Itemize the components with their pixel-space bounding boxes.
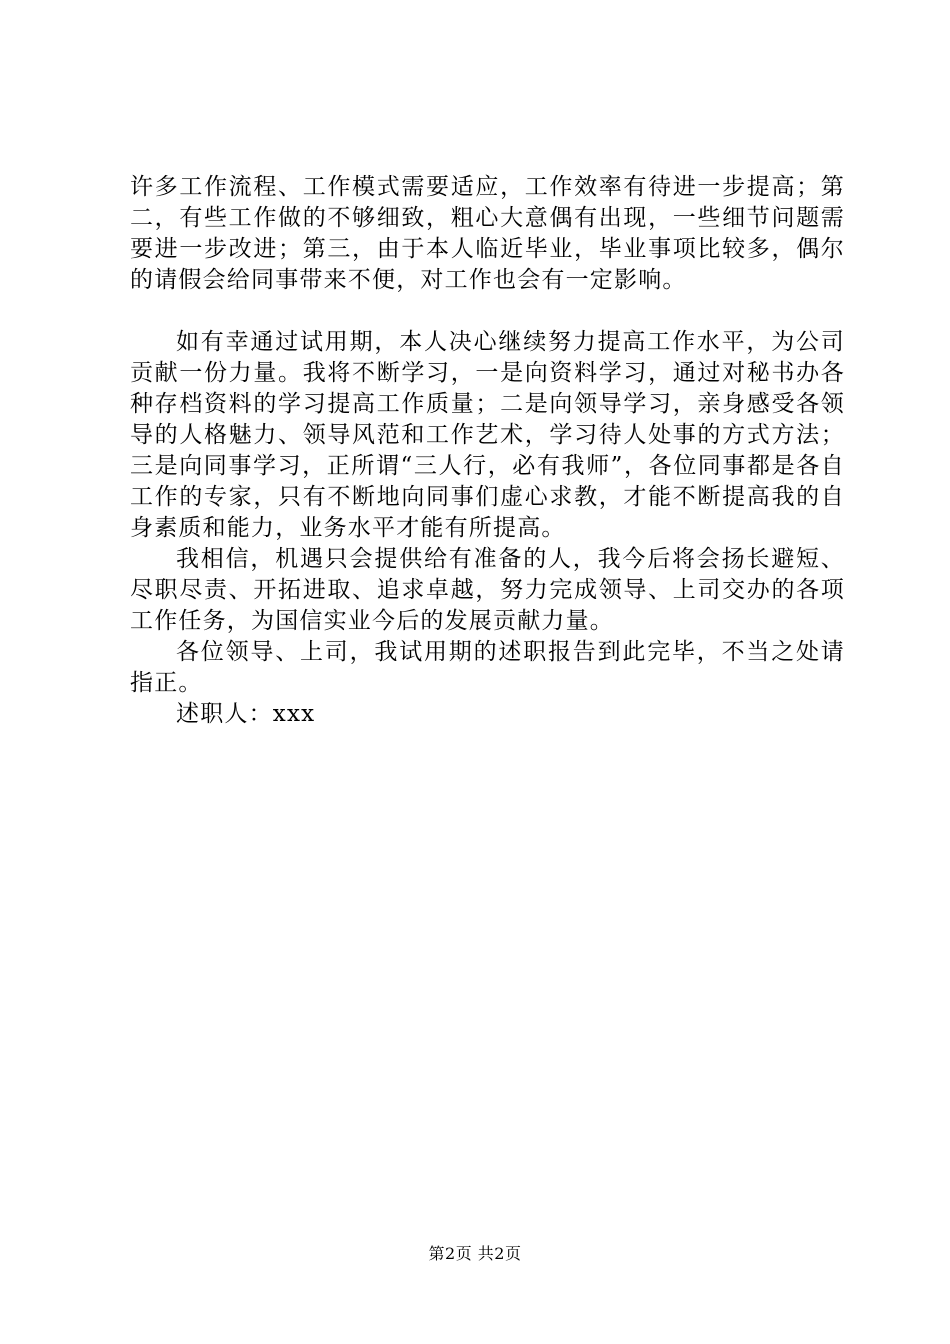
paragraph-continuation: 许多工作流程、工作模式需要适应，工作效率有待进一步提高；第二，有些工作做的不够细致，粗心大意偶有出现，一些细节问题需要进一步改进；第三，由于本人临近毕业，毕业事项比较多，偶尔的请假会给同事带来不便，对工作也会有一定影响。 xyxy=(130,174,845,293)
paragraph-closing: 各位领导、上司，我试用期的述职报告到此完毕，不当之处请指正。 xyxy=(130,639,845,696)
signature-line: 述职人：xxx xyxy=(176,701,316,727)
paragraph-commitment: 我相信，机遇只会提供给有准备的人，我今后将会扬长避短、尽职尽责、开拓进取、追求卓越，努力完成领导、上司交办的各项工作任务，为国信实业今后的发展贡献力量。 xyxy=(130,546,845,634)
paragraph-spacer xyxy=(130,296,845,327)
paragraph-probation-plan: 如有幸通过试用期，本人决心继续努力提高工作水平，为公司贡献一份力量。我将不断学习，一是向资料学习，通过对秘书办各种存档资料的学习提高工作质量；二是向领导学习，亲身感受各领导的人格魅力、领导风范和工作艺术，学习待人处事的方式方法；三是向同事学习，正所谓“三人行，必有我师”，各位同事都是各自工作的专家，只有不断地向同事们虚心求教，才能不断提高我的自身素质和能力，业务水平才能有所提高。 xyxy=(130,329,845,541)
page-footer xyxy=(0,1244,950,1264)
document-body xyxy=(130,172,845,730)
page-number-indicator: 第2页 共2页 xyxy=(428,1244,522,1263)
